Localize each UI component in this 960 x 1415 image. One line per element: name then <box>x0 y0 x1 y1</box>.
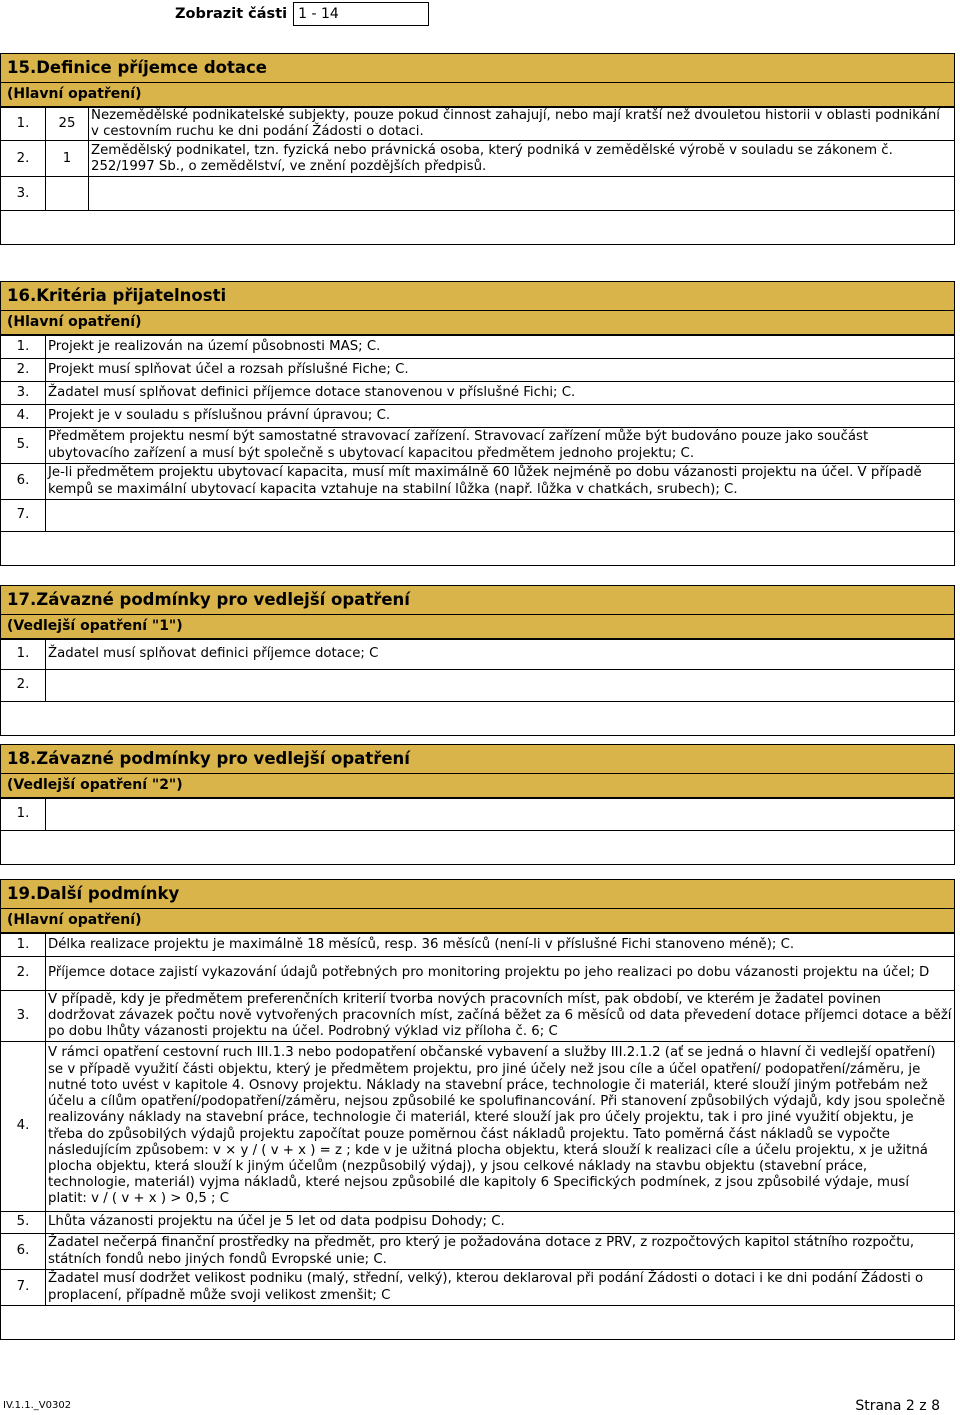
item-text: Projekt je realizován na území působnosti MAS; C. <box>46 336 955 359</box>
blank-row <box>0 532 955 566</box>
item-number: 2. <box>1 670 46 702</box>
item-text: Žadatel musí splňovat definici příjemce dotace stanovenou v příslušné Fichi; C. <box>46 382 955 405</box>
item-text: Žadatel musí dodržet velikost podniku (malý, střední, velký), kterou deklaroval při podání Žádosti o dotaci i ke dni podání Žádosti o proplacení, případně může svoji velikost zmenšit; C <box>46 1270 955 1306</box>
item-count: 1 <box>46 141 89 177</box>
blank-row <box>0 702 955 736</box>
item-number: 4. <box>1 1042 46 1212</box>
item-number: 1. <box>1 640 46 670</box>
item-number: 3. <box>1 991 46 1042</box>
section-subtitle: (Hlavní opatření) <box>0 311 955 335</box>
section-title: 19.Další podmínky <box>0 879 955 909</box>
item-text: V případě, kdy je předmětem preferenčních kriterií tvorba nových pracovních míst, pak období, ve kterém je žadatel povinen dodržovat závazek počtu nově vytvořených pracovních míst, začíná běžet za 6 měsíců od data převedení dotace příjemci dotace a běží po dobu lhůty vázanosti projektu na účel. Podrobný výklad viz příloha č. 6; C <box>46 991 955 1042</box>
section-title: 17.Závazné podmínky pro vedlejší opatření <box>0 585 955 615</box>
blank-row <box>0 1306 955 1340</box>
item-text: Nezemědělské podnikatelské subjekty, pouze pokud činnost zahajují, nebo mají kratší než dvouletou historii v oblasti podnikání v cestovním ruchu ke dni podání Žádosti o dotaci. <box>89 108 955 141</box>
table-row <box>1 1234 955 1270</box>
section-17 <box>0 585 955 736</box>
item-count <box>46 177 89 211</box>
table-row <box>1 640 955 670</box>
item-number: 3. <box>1 382 46 405</box>
section-title: 15.Definice příjemce dotace <box>0 53 955 83</box>
table-row <box>1 141 955 177</box>
table-row <box>1 177 955 211</box>
item-text <box>46 500 955 532</box>
item-text: Délka realizace projektu je maximálně 18 měsíců, resp. 36 měsíců (není-li v příslušné Fichi stanoveno méně); C. <box>46 934 955 957</box>
item-number: 1. <box>1 934 46 957</box>
page-number: Strana 2 z 8 <box>855 1398 940 1414</box>
item-count: 25 <box>46 108 89 141</box>
section-title: 18.Závazné podmínky pro vedlejší opatření <box>0 744 955 774</box>
table-row <box>1 1212 955 1234</box>
item-number: 1. <box>1 799 46 831</box>
section-18 <box>0 744 955 865</box>
item-number: 5. <box>1 428 46 464</box>
items-table <box>0 639 955 702</box>
section-subtitle: (Hlavní opatření) <box>0 83 955 107</box>
section-subtitle: (Hlavní opatření) <box>0 909 955 933</box>
table-row <box>1 405 955 428</box>
table-row <box>1 359 955 382</box>
item-text: Je-li předmětem projektu ubytovací kapacita, musí mít maximálně 60 lůžek nejméně po dobu vázanosti projektu na účel. V případě kempů se maximální ubytovací kapacita vztahuje na stabilní lůžka (např. lůžka v chatkách, srubech); C. <box>46 464 955 500</box>
parts-range-input[interactable]: 1 - 14 <box>293 2 429 26</box>
section-15 <box>0 53 955 245</box>
item-number: 6. <box>1 464 46 500</box>
items-table <box>0 798 955 831</box>
item-number: 2. <box>1 359 46 382</box>
item-text: Žadatel musí splňovat definici příjemce dotace; C <box>46 640 955 670</box>
item-number: 2. <box>1 141 46 177</box>
table-row <box>1 957 955 991</box>
item-text: Projekt je v souladu s příslušnou právní úpravou; C. <box>46 405 955 428</box>
section-title: 16.Kritéria přijatelnosti <box>0 281 955 311</box>
table-row <box>1 108 955 141</box>
item-number: 6. <box>1 1234 46 1270</box>
table-row <box>1 670 955 702</box>
item-number: 2. <box>1 957 46 991</box>
item-text: Žadatel nečerpá finanční prostředky na předmět, pro který je požadována dotace z PRV, z rozpočtových kapitol státního rozpočtu, státních fondů nebo jiných fondů Evropské unie; C. <box>46 1234 955 1270</box>
items-table <box>0 107 955 211</box>
section-subtitle: (Vedlejší opatření "1") <box>0 615 955 639</box>
table-row <box>1 336 955 359</box>
section-19 <box>0 879 955 1340</box>
item-text: Projekt musí splňovat účel a rozsah příslušné Fiche; C. <box>46 359 955 382</box>
table-row <box>1 799 955 831</box>
item-number: 3. <box>1 177 46 211</box>
blank-row <box>0 831 955 865</box>
item-number: 7. <box>1 500 46 532</box>
item-number: 7. <box>1 1270 46 1306</box>
parts-label: Zobrazit části <box>175 6 288 22</box>
item-text: Zemědělský podnikatel, tzn. fyzická nebo právnická osoba, který podniká v zemědělské výrobě v souladu se zákonem č. 252/1997 Sb., o zemědělství, ve znění pozdějších předpisů. <box>89 141 955 177</box>
item-text: Lhůta vázanosti projektu na účel je 5 let od data podpisu Dohody; C. <box>46 1212 955 1234</box>
table-row <box>1 991 955 1042</box>
blank-row <box>0 211 955 245</box>
item-number: 1. <box>1 108 46 141</box>
document-code: IV.1.1._V0302 <box>3 1400 72 1411</box>
item-text <box>89 177 955 211</box>
item-number: 4. <box>1 405 46 428</box>
item-text <box>46 799 955 831</box>
table-row <box>1 1042 955 1212</box>
item-text: Příjemce dotace zajistí vykazování údajů potřebných pro monitoring projektu po jeho realizaci po dobu vázanosti projektu na účel; D <box>46 957 955 991</box>
table-row <box>1 428 955 464</box>
items-table <box>0 335 955 532</box>
table-row <box>1 382 955 405</box>
table-row <box>1 1270 955 1306</box>
table-row <box>1 934 955 957</box>
section-16 <box>0 281 955 566</box>
table-row <box>1 464 955 500</box>
item-text: Předmětem projektu nesmí být samostatné stravovací zařízení. Stravovací zařízení může být budováno pouze jako součást ubytovacího zařízení a musí být společně s ubytovací kapacitou předmětem jednoho projektu; C. <box>46 428 955 464</box>
section-subtitle: (Vedlejší opatření "2") <box>0 774 955 798</box>
item-text: V rámci opatření cestovní ruch III.1.3 nebo podopatření občanské vybavení a služby III.2.1.2 (ať se jedná o hlavní či vedlejší opatření) se v případě využití části objektu, který je předmětem projektu, pro jiné účely než jsou cíle a účel opatření/ podopatření/záměru, je nutné toto uvést v kapitole 4. Osnovy projektu. Náklady na stavební práce, technologie či materiál, které slouží jiným potřebám než účelu a cílům opatření/podopatření/záměru, nejsou způsobilé ke spolufinancování. Při stanovení způsobilých výdajů, kdy jsou společně realizovány náklady na stavební práce, technologie či materiál, které slouží jak pro účely projektu, tak i pro jiné využití objektu, je třeba do způsobilých výdajů projektu započítat pouze poměrnou část nákladů projektu. Tato poměrná část nákladů se vypočte následujícím způsobem: v × y / ( v + x ) = z ; kde v je užitná plocha objektu, která slouží k realizaci cíle a účelu projektu, x je užitná plocha objektu, která slouží k jiným účelům (nezpůsobilý výdaj), y jsou celkové náklady na stavbu objektu (stavební práce, technologie, materiál) vyjma nákladů, které nejsou způsobilé dle kapitoly 6 Specifických podmínek, z jsou způsobilé výdaje, musí platit: v / ( v + x ) > 0,5 ; C <box>46 1042 955 1212</box>
item-number: 5. <box>1 1212 46 1234</box>
items-table <box>0 933 955 1306</box>
item-number: 1. <box>1 336 46 359</box>
parts-selector <box>175 2 429 26</box>
table-row <box>1 500 955 532</box>
item-text <box>46 670 955 702</box>
